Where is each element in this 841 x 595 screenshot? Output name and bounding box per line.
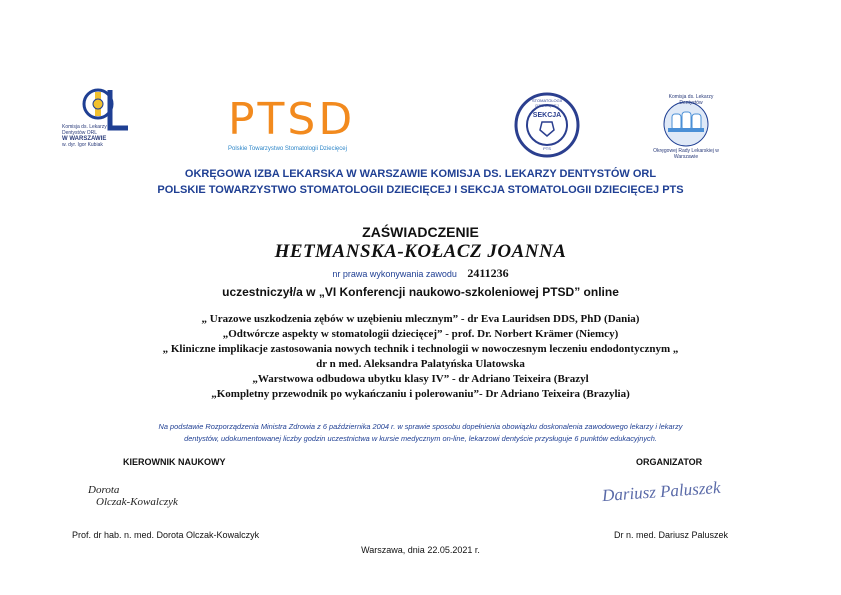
legal-note xyxy=(0,421,841,445)
lecture-item: „ Urazowe uszkodzenia zębów w uzębieniu mlecznym” - dr Eva Lauridsen DDS, PhD (Dania) xyxy=(201,313,640,325)
right-signature: Dariusz Paluszek xyxy=(601,477,722,506)
legal-line2: dentystów, udokumentowanej liczby godzin uczestnictwa w kursie medycznym on-line, lekarzowi dentyście przysługuje 6 punktów edukacyjnych. xyxy=(184,434,657,443)
orl-line2: Dentystów ORL xyxy=(62,130,98,136)
sekcja-center: SEKCJA xyxy=(532,112,562,119)
left-signatory: Prof. dr hab. n. med. Dorota Olczak-Kowalczyk xyxy=(72,530,260,540)
legal-line1: Na podstawie Rozporządzenia Ministra Zdrowia z 6 października 2004 r. w sprawie sposobu dopełnienia obowiązku doskonalenia zawodowego lekarzy i lekarzy xyxy=(158,422,683,431)
certificate-title: ZAŚWIADCZENIE xyxy=(362,224,479,240)
left-signature xyxy=(88,484,178,508)
participant-name: HETMANSKA-KOŁACZ JOANNA xyxy=(274,241,567,262)
lecture-item: „Kompletny przewodnik po wykańczaniu i polerowaniu”- Dr Adriano Teixeira (Brazylia) xyxy=(211,388,630,400)
sekcja-bottom: PTS xyxy=(543,146,551,151)
license-number: 2411236 xyxy=(467,266,509,280)
license-line xyxy=(0,264,841,282)
header-line1: OKRĘGOWA IZBA LEKARSKA W WARSZAWIE KOMISJA DS. LEKARZY DENTYSTÓW ORL xyxy=(184,168,657,180)
lecture-item: dr n med. Aleksandra Palatyńska Ulatowska xyxy=(316,358,525,370)
dentists-top: Komisja ds. Lekarzy Dentystów xyxy=(668,94,714,106)
right-heading: ORGANIZATOR xyxy=(636,457,703,467)
lecture-list xyxy=(0,312,841,402)
lecture-item: „ Kliniczne implikacje zastosowania nowych technik i technologii w nowoczesnym leczeniu endodontycznym „ xyxy=(162,343,679,355)
ptsd-wordmark: PTSD xyxy=(228,94,356,145)
left-sig-line1: Dorota xyxy=(88,484,120,496)
sekcja-ring: STOMATOLOGII DZIECIĘCEJ xyxy=(531,98,562,108)
left-heading: KIEROWNIK NAUKOWY xyxy=(123,457,226,467)
orl-line4: w. dyr. Igor Kubiak xyxy=(62,142,103,148)
participation-text: uczestniczył/a w „VI Konferencji naukowo-szkoleniowej PTSD” online xyxy=(222,285,619,299)
orl-line1: Komisja ds. Lekarzy xyxy=(62,124,107,130)
right-signatory: Dr n. med. Dariusz Paluszek xyxy=(614,530,729,540)
dentists-logo xyxy=(648,94,724,160)
license-label: nr prawa wykonywania zawodu xyxy=(332,269,457,279)
ptsd-logo xyxy=(228,94,388,154)
lecture-item: „Warstwowa odbudowa ubytku klasy IV” - dr Adriano Teixeira (Brazyl xyxy=(252,373,589,385)
place-date: Warszawa, dnia 22.05.2021 r. xyxy=(361,545,480,555)
sekcja-logo xyxy=(514,92,580,158)
ptsd-subtitle: Polskie Towarzystwo Stomatologii Dziecięcej xyxy=(228,146,347,152)
dentists-bottom: Okręgowej Rady Lekarskiej w Warszawie xyxy=(653,148,719,160)
orl-logo xyxy=(62,84,142,154)
left-sig-line2: Olczak-Kowalczyk xyxy=(96,496,178,508)
header-line2: POLSKIE TOWARZYSTWO STOMATOLOGII DZIECIĘCEJ I SEKCJA STOMATOLOGII DZIECIĘCEJ PTS xyxy=(157,184,684,196)
orl-line3: W WARSZAWIE xyxy=(62,136,107,142)
lecture-item: „Odtwórcze aspekty w stomatologii dziecięcej” - prof. Dr. Norbert Krämer (Niemcy) xyxy=(222,328,619,340)
